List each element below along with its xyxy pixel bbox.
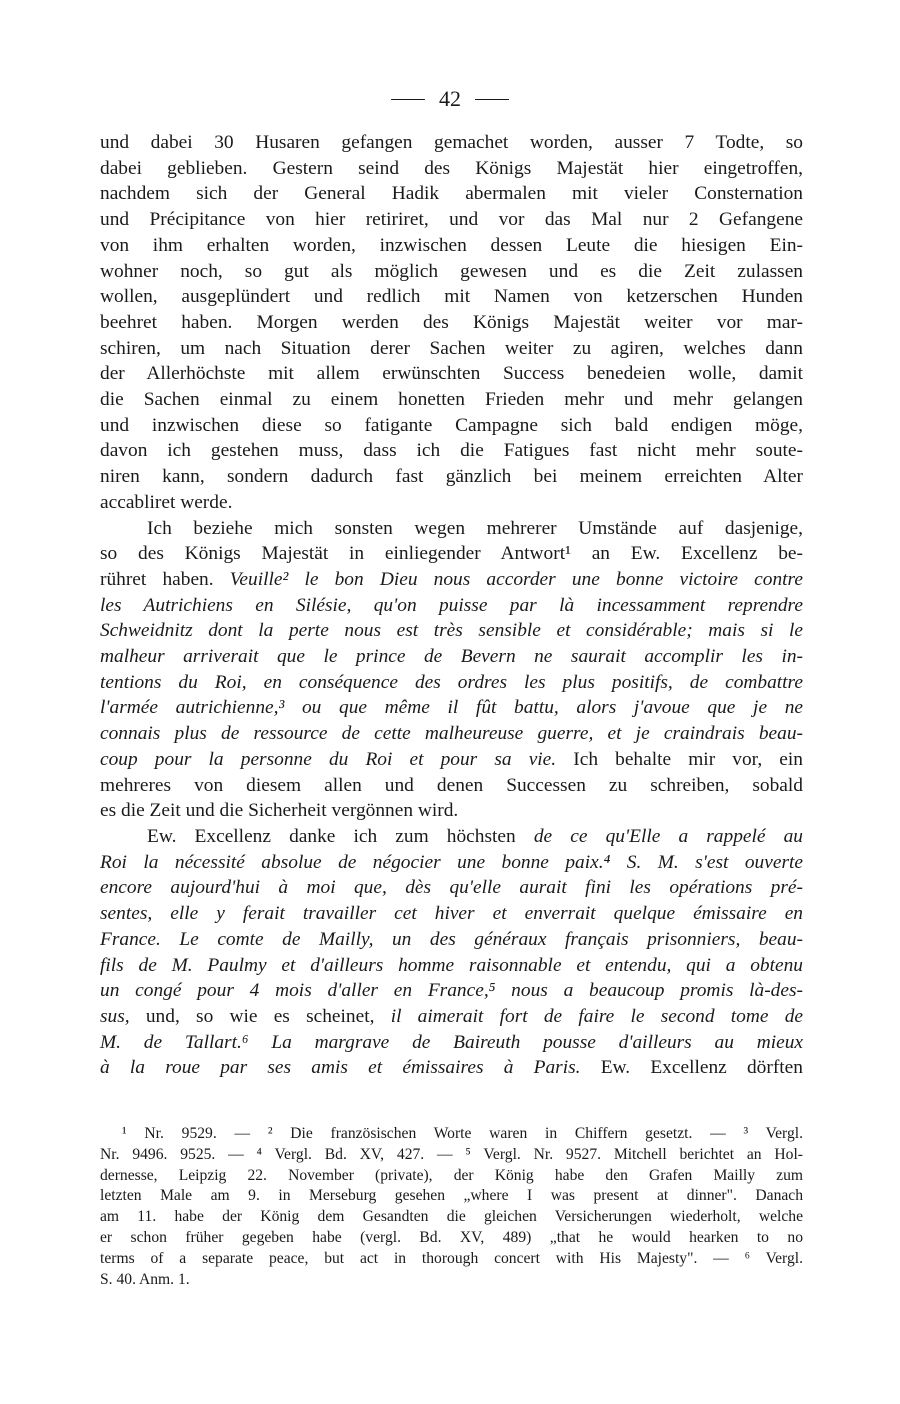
text-line: und Précipitance von hier retiriret, und vor das Mal nur 2 Gefangene	[100, 209, 803, 231]
text-line	[100, 1030, 803, 1056]
text-line	[100, 644, 803, 670]
italic-segment: tentions du Roi, en conséquence des ordres les plus positifs, de combattre	[100, 671, 803, 693]
text-segment: und, so wie es scheinet,	[129, 1005, 391, 1027]
text-line: beehret haben. Morgen werden des Königs Majestät weiter vor mar-	[100, 311, 803, 333]
text-segment: rühret haben.	[100, 568, 230, 590]
footnotes	[100, 1124, 803, 1290]
italic-segment: encore aujourd'hui à moi que, dès qu'elle aurait fini les opérations pré-	[100, 877, 803, 899]
text-line	[100, 978, 803, 1004]
text-line: schiren, um nach Situation derer Sachen weiter zu agiren, welches dann	[100, 337, 803, 359]
text-line	[100, 875, 803, 901]
header-rule-left	[391, 99, 425, 100]
text-line	[100, 593, 803, 619]
italic-segment: de ce qu'Elle a rappelé au	[533, 825, 803, 847]
text-segment: Ew. Excellenz danke ich zum höchsten	[147, 825, 534, 847]
text-line	[100, 721, 803, 747]
italic-segment: M. de Tallart.⁶ La margrave de Baireuth pousse d'ailleurs au mieux	[100, 1031, 803, 1053]
text-segment: Ich behalte mir vor, ein	[556, 748, 803, 770]
italic-segment: connais plus de ressource de cette malheureuse guerre, et je craindrais beau-	[100, 723, 803, 745]
main-text	[100, 130, 803, 1081]
text-line: davon ich gestehen muss, dass ich die Fatigues fast nicht mehr soute-	[100, 440, 803, 462]
italic-segment: il aimerait fort de faire le second tome de	[390, 1005, 803, 1027]
text-line: es die Zeit und die Sicherheit vergönnen wird.	[100, 800, 459, 822]
text-line: und dabei 30 Husaren gefangen gemachet worden, ausser 7 Todte, so	[100, 132, 803, 153]
text-segment: Ew. Excellenz dörften	[580, 1057, 803, 1079]
header-rule-right	[475, 99, 509, 100]
italic-segment: les Autrichiens en Silésie, qu'on puisse par là incessamment reprendre	[100, 594, 803, 616]
italic-segment: un congé pour 4 mois d'aller en France,⁵ nous a beaucoup promis là-des-	[100, 980, 803, 1002]
italic-segment: fils de M. Paulmy et d'ailleurs homme raisonnable et entendu, qui a obtenu	[100, 954, 803, 976]
text-line: der Allerhöchste mit allem erwünschten Success benedeien wolle, damit	[100, 363, 803, 385]
italic-segment: France. Le comte de Mailly, un des généraux français prisonniers, beau-	[100, 928, 803, 950]
text-line: Ich beziehe mich sonsten wegen mehrerer Umstände auf dasjenige,	[147, 517, 803, 539]
text-line	[100, 824, 803, 850]
page-header	[0, 86, 900, 112]
text-line: so des Königs Majestät in einliegender Antwort¹ an Ew. Excellenz be-	[100, 543, 803, 565]
text-line	[100, 850, 803, 876]
text-line	[100, 1004, 803, 1030]
text-line: dabei geblieben. Gestern seind des Königs Majestät hier eingetroffen,	[100, 157, 803, 179]
italic-segment: sus,	[100, 1005, 130, 1027]
text-line	[100, 927, 803, 953]
text-line	[100, 901, 803, 927]
text-line: wohner noch, so gut als möglich gewesen und es die Zeit zulassen	[100, 260, 803, 282]
footnote-line: letzten Male am 9. in Merseburg gesehen „where I was present at dinner". Danach	[100, 1187, 803, 1205]
text-line	[100, 747, 803, 773]
page-number: 42	[439, 86, 461, 111]
footnote-line: dernesse, Leipzig 22. November (private), der König habe den Grafen Mailly zum	[100, 1166, 803, 1184]
text-line: wollen, ausgeplündert und redlich mit Namen von ketzerschen Hunden	[100, 286, 803, 308]
italic-segment: coup pour la personne du Roi et pour sa vie.	[100, 748, 557, 770]
footnote-line: ¹ Nr. 9529. — ² Die französischen Worte waren in Chiffern gesetzt. — ³ Vergl.	[122, 1125, 803, 1142]
text-line: accabliret werde.	[100, 491, 233, 513]
footnote-line: er schon früher gegeben habe (vergl. Bd. XV, 489) „that he would hearken to no	[100, 1228, 803, 1246]
footnote-line: Nr. 9496. 9525. — ⁴ Vergl. Bd. XV, 427. — ⁵ Vergl. Nr. 9527. Mitchell berichtet an Hol-	[100, 1145, 803, 1163]
italic-segment: Schweidnitz dont la perte nous est très sensible et considérable; mais si le	[100, 620, 803, 642]
text-line	[100, 567, 803, 593]
italic-segment: à la roue par ses amis et émissaires à Paris.	[100, 1057, 581, 1079]
text-line	[100, 695, 803, 721]
footnote-line: S. 40. Anm. 1.	[100, 1270, 190, 1288]
italic-segment: Roi la nécessité absolue de négocier une bonne paix.⁴ S. M. s'est ouverte	[100, 851, 803, 873]
text-line: niren kann, sondern dadurch fast gänzlich bei meinem erreichten Alter	[100, 466, 803, 488]
text-line	[100, 1055, 803, 1081]
italic-segment: l'armée autrichienne,³ ou que même il fût battu, alors j'avoue que je ne	[100, 697, 803, 719]
footnote-line: terms of a separate peace, but act in thorough concert with His Majesty". — ⁶ Vergl.	[100, 1249, 803, 1267]
text-line	[100, 670, 803, 696]
text-line: die Sachen einmal zu einem honetten Frieden mehr und mehr gelangen	[100, 389, 803, 411]
italic-segment: malheur arriverait que le prince de Bevern ne saurait accomplir les in-	[100, 646, 803, 668]
text-line: nachdem sich der General Hadik abermalen mit vieler Consternation	[100, 183, 803, 205]
footnote-line: am 11. habe der König dem Gesandten die gleichen Versicherungen wiederholt, welche	[100, 1208, 803, 1226]
text-line: und inzwischen diese so fatigante Campagne sich bald endigen möge,	[100, 414, 803, 436]
text-line: mehreres von diesem allen und denen Successen zu schreiben, sobald	[100, 774, 803, 796]
italic-segment: Veuille² le bon Dieu nous accorder une bonne victoire contre	[229, 568, 803, 590]
text-line	[100, 618, 803, 644]
text-line	[100, 953, 803, 979]
italic-segment: sentes, elle y ferait travailler cet hiver et enverrait quelque émissaire en	[100, 903, 803, 925]
text-line: von ihm erhalten worden, inzwischen dessen Leute die hiesigen Ein-	[100, 234, 803, 256]
